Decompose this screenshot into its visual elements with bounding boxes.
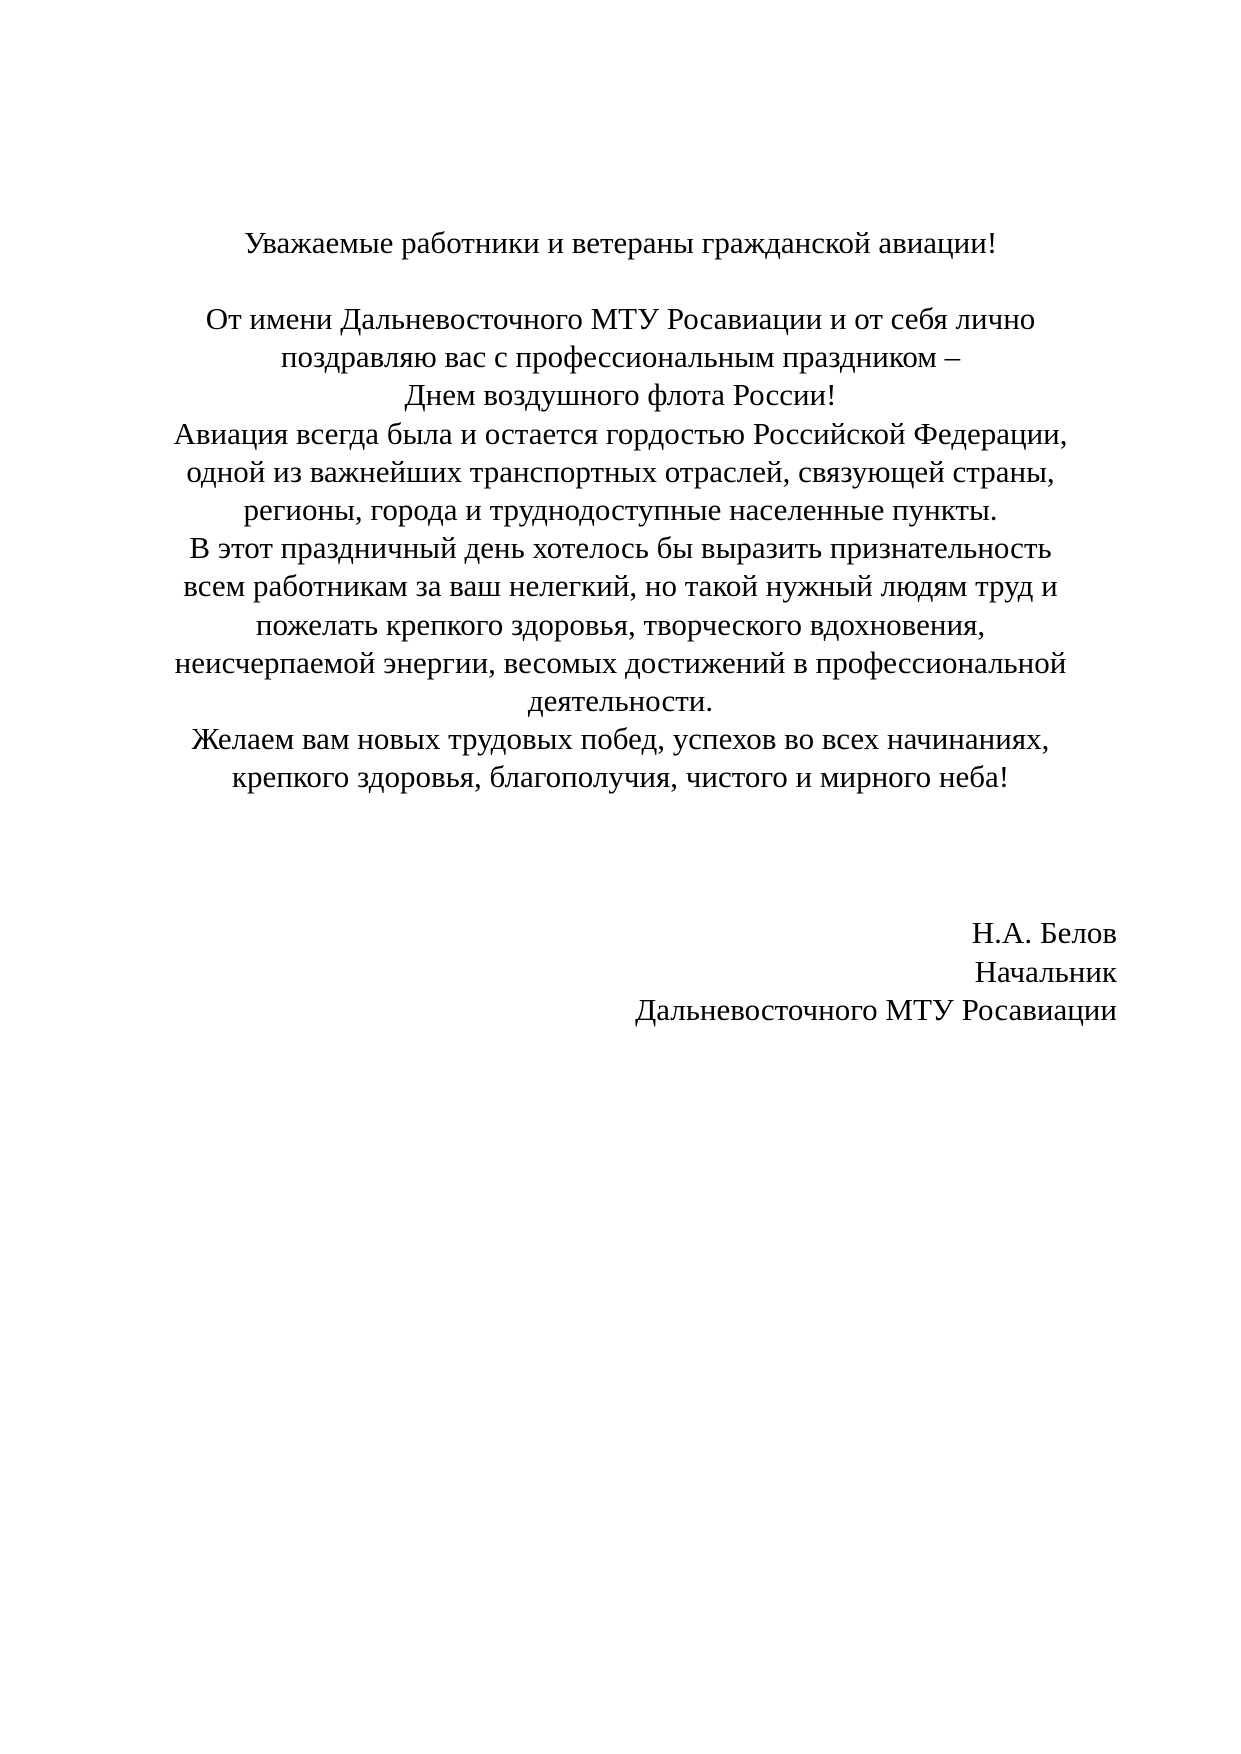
body-line: крепкого здоровья, благополучия, чистого и мирного неба! [231,759,1010,795]
signature-block [635,914,1117,1030]
body-line: поздравляю вас с профессиональным праздником – [280,339,961,375]
body-line: деятельности. [527,683,714,719]
body-line: неисчерпаемой энергии, весомых достижений в профессиональной [174,644,1067,680]
body-line: Желаем вам новых трудовых побед, успехов во всех начинаниях, [191,721,1050,757]
signatory-organization: Дальневосточного МТУ Росавиации [635,992,1117,1027]
body-line: От имени Дальневосточного МТУ Росавиации и от себя лично [205,301,1036,336]
letter-body [0,300,1241,797]
body-line: всем работникам за ваш нелегкий, но такой нужный людям труд и [183,568,1058,604]
body-line: В этот праздничный день хотелось бы выразить признательность [189,530,1052,566]
body-line: Днем воздушного флота России! [404,377,837,413]
body-line: регионы, города и труднодоступные населенные пункты. [243,492,998,528]
body-line: пожелать крепкого здоровья, творческого вдохновения, [255,606,986,642]
body-line: одной из важнейших транспортных отраслей, связующей страны, [186,453,1055,489]
signatory-name: Н.А. Белов [971,915,1117,950]
body-line: Авиация всегда была и остается гордостью Российской Федерации, [173,415,1068,451]
signatory-position: Начальник [974,953,1117,989]
salutation: Уважаемые работники и ветераны гражданской авиации! [243,225,998,260]
